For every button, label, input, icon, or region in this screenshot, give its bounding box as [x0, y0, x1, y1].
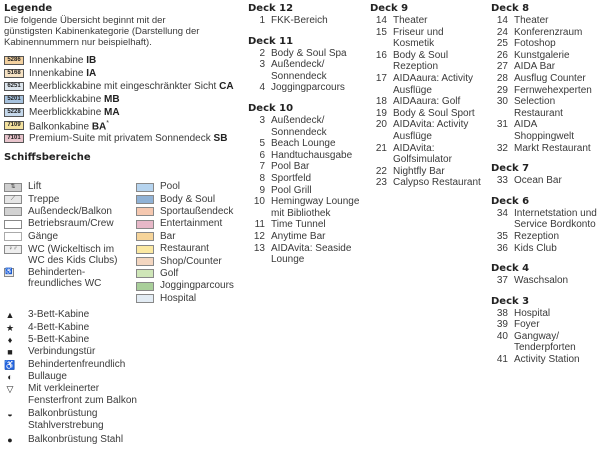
deck-item: 16 Body & Soul Rezeption [375, 49, 449, 73]
area-label: Shop/Counter [160, 255, 222, 267]
outdoor-swatch [4, 207, 22, 216]
pool-swatch [136, 183, 154, 192]
deck-4 [491, 263, 599, 287]
deck-item: 33 Ocean Bar [496, 175, 562, 187]
deck-item: 18 AIDAaura: Golf [375, 96, 461, 108]
deck-item: 3 Außendeck/ Sonnendeck [259, 59, 327, 82]
triangle-icon: ▲ [5, 310, 15, 321]
deck-item: 37 Waschsalon [496, 275, 569, 287]
deck-title: Deck 6 [491, 195, 530, 207]
cabin-label: Meerblickkabine MA [29, 106, 120, 118]
lift-icon: ⇅ [4, 183, 22, 192]
area-row [4, 267, 134, 289]
deck-item: 41 Activity Station [496, 354, 580, 366]
star-icon: ★ [5, 322, 15, 333]
deck-item: 2 Body & Soul Spa [259, 47, 347, 59]
circle-icon: ● [7, 434, 13, 445]
half-circle-icon: ◒ [7, 409, 13, 420]
deck-item: 10 Hemingway Lounge mit Bibliothek [253, 196, 360, 219]
cabin-row [4, 132, 234, 145]
area-label: Sportaußendeck [160, 205, 234, 217]
square-icon: ■ [7, 347, 13, 358]
cabin-code: 7109 [4, 121, 24, 130]
symbol-label: 3-Bett-Kabine [28, 309, 90, 321]
deck-title: Deck 7 [491, 163, 530, 175]
symbol-label: 5-Bett-Kabine [28, 333, 90, 345]
symbol-label: Verbindungstür [28, 346, 96, 358]
deck-item: 24 Konferenzraum [496, 26, 583, 38]
deck-item: 28 Ausflug Counter [496, 72, 586, 84]
cabin-row [4, 67, 234, 80]
deck-item: 21 AIDAvita: Golfsimulator [375, 142, 452, 166]
corridor-swatch [4, 232, 22, 241]
symbol-row [4, 321, 154, 333]
area-label: Bar [160, 230, 176, 242]
cabin-label: Innenkabine IB [29, 54, 97, 66]
area-row [136, 268, 241, 280]
cabin-label: Innenkabine IA [29, 67, 97, 79]
deck-item: 20 AIDAvita: Activity Ausflüge [375, 119, 469, 142]
diamond-icon: ♦ [7, 334, 13, 345]
sport-deck-swatch [136, 207, 154, 216]
deck-item: 17 AIDAaura: Activity Ausflüge [375, 72, 474, 96]
golf-swatch [136, 269, 154, 278]
body-soul-swatch [136, 195, 154, 204]
cabin-label: Premium-Suite mit privatem Sonnendeck SB [29, 132, 228, 144]
legend-title: Legende [4, 3, 53, 14]
symbol-row [4, 346, 154, 358]
deck-item: 23 Calypso Restaurant [375, 177, 481, 189]
symbol-row [4, 371, 154, 383]
symbol-label: Balkonbrüstung Stahlverstrebung [28, 408, 104, 431]
symbol-row [4, 383, 154, 406]
deck-title: Deck 3 [491, 295, 530, 307]
area-row [136, 231, 241, 243]
deck-title: Deck 12 [248, 3, 294, 14]
deck-item: 4 Joggingparcours [259, 82, 345, 94]
symbol-label: 4-Bett-Kabine [28, 321, 90, 333]
legend-intro: Die folgende Übersicht beginnt mit der günstigsten Kabinenkategorie (Darstellung der Kabinennummern nur beispielhaft). [4, 15, 200, 48]
area-row [136, 218, 241, 230]
deck-item: 13 AIDAvita: Seaside Lounge [253, 242, 352, 266]
symbol-label: Behindertenfreundlich [28, 358, 126, 370]
deck-item: 6 Handtuchausgabe [259, 149, 353, 161]
cabin-label: Meerblickkabine mit eingeschränkter Sicht CA [29, 80, 234, 92]
area-left-list [4, 181, 134, 289]
wc-icon: ♀♂ [4, 245, 22, 254]
deck-title: Deck 4 [491, 263, 530, 275]
symbol-row [4, 408, 154, 431]
area-label: Gänge [28, 230, 59, 242]
deck-item: 36 Kids Club [496, 242, 557, 254]
area-label: Restaurant [160, 243, 209, 255]
deck-item: 14 Theater [496, 15, 549, 26]
area-label: Golf [160, 267, 179, 279]
bar-swatch [136, 232, 154, 241]
cabin-code: 5286 [4, 56, 24, 65]
deck-item: 11 Time Tunnel [254, 219, 326, 231]
cabin-code: 7101 [4, 134, 24, 143]
deck-column-3 [491, 3, 599, 366]
symbol-list [4, 309, 154, 446]
deck-item: 7 Pool Bar [259, 161, 310, 173]
deck-item: 35 Rezeption [496, 230, 560, 242]
area-row [136, 243, 241, 255]
deck-title: Deck 11 [248, 35, 294, 47]
area-label: Body & Soul [160, 193, 216, 205]
symbol-row [4, 433, 154, 445]
cabin-label: Meerblickkabine MB [29, 93, 120, 105]
cabin-row [4, 80, 234, 93]
area-row [4, 244, 134, 266]
symbol-label: Mit verkleinerter Fensterfront zum Balkon [28, 383, 137, 406]
entertainment-swatch [136, 220, 154, 229]
shop-swatch [136, 257, 154, 266]
area-row [4, 231, 134, 243]
jogging-swatch [136, 282, 154, 291]
symbol-label: Balkonbrüstung Stahl [28, 433, 124, 445]
deck-item: 8 Sportfeld [259, 172, 312, 184]
hospital-swatch [136, 294, 154, 303]
deck-item: 26 Kunstgalerie [496, 49, 570, 61]
area-label: WC (Wickeltisch im WC des Kids Clubs) [28, 243, 118, 266]
crew-swatch [4, 220, 22, 229]
deck-item: 25 Fotoshop [496, 38, 556, 50]
restaurant-swatch [136, 245, 154, 254]
area-label: Außendeck/Balkon [28, 205, 112, 217]
area-row [4, 206, 134, 218]
cabin-code: 5201 [4, 95, 24, 104]
area-label: Lift [28, 181, 42, 193]
deck-item: 32 Markt Restaurant [496, 142, 591, 154]
deck-11 [248, 36, 366, 94]
deck-title: Deck 8 [491, 3, 530, 14]
deck-item: 31 AIDA Shoppingwelt [496, 119, 575, 142]
deck-column-1 [248, 3, 366, 266]
deck-item: 12 Anytime Bar [253, 230, 326, 242]
deck-item: 5 Beach Lounge [259, 138, 336, 150]
deck-item: 14 Theater [375, 15, 428, 26]
accessible-wc-icon: ♿ [5, 268, 13, 275]
legend-section [4, 3, 234, 445]
stairs-icon: ⟋ [4, 195, 22, 204]
deck-7 [491, 163, 599, 187]
area-label: Betriebsraum/Crew [28, 218, 114, 230]
area-label: Entertainment [160, 218, 223, 230]
wheelchair-icon: ♿ [4, 359, 16, 370]
areas-title: Schiffsbereiche [4, 152, 91, 163]
symbol-row [4, 309, 154, 321]
deck-item: 38 Hospital [496, 307, 551, 319]
deck-12 [248, 3, 366, 27]
area-label: Joggingparcours [160, 280, 234, 292]
cabin-code: 5228 [4, 108, 24, 117]
area-label: Hospital [160, 292, 197, 304]
deck-item: 22 Nightfly Bar [375, 165, 445, 177]
deck-item: 9 Pool Grill [259, 184, 312, 196]
deck-item: 30 Selection Restaurant [496, 96, 563, 119]
area-row [136, 280, 241, 292]
cabin-code: 6251 [4, 82, 24, 91]
deck-item: 34 Internetstation und Service Bordkonto [496, 207, 597, 231]
down-triangle-icon: ▽ [6, 384, 14, 395]
symbol-row [4, 334, 154, 346]
cabin-row [4, 54, 234, 67]
deck-6 [491, 196, 599, 254]
area-row [4, 193, 134, 205]
area-right-list [136, 181, 241, 305]
deck-column-2 [370, 3, 482, 189]
deck-item: 29 Fernwehexperten [496, 84, 592, 96]
area-row [4, 181, 134, 193]
deck-item: 39 Foyer [496, 319, 540, 331]
deck-10 [248, 103, 366, 266]
area-row [136, 293, 241, 305]
symbol-label: Bullauge [28, 371, 67, 383]
area-row [4, 218, 134, 230]
deck-title: Deck 10 [248, 102, 294, 114]
deck-title: Deck 9 [370, 3, 409, 14]
area-row [136, 206, 241, 218]
area-row [136, 193, 241, 205]
deck-9 [370, 3, 482, 189]
deck-item: 15 Friseur und Kosmetik [375, 26, 444, 50]
deck-item: 1 FKK-Bereich [259, 15, 328, 26]
deck-item: 3 Außendeck/ Sonnendeck [259, 114, 327, 138]
area-label: Treppe [28, 193, 60, 205]
cabin-code: 5168 [4, 69, 24, 78]
deck-8 [491, 3, 599, 154]
deck-item: 27 AIDA Bar [496, 61, 556, 73]
area-label: Behinderten-freundliches WC [28, 266, 102, 289]
cabin-row [4, 119, 234, 132]
deck-item: 40 Gangway/ Tenderpforten [496, 330, 576, 354]
cabin-row [4, 93, 234, 106]
deck-3 [491, 296, 599, 366]
cabin-legend-list [4, 54, 234, 145]
porthole-icon: ◐ [7, 372, 13, 383]
deck-item: 19 Body & Soul Sport [375, 107, 475, 119]
area-row [136, 181, 241, 193]
symbol-row [4, 359, 154, 371]
area-label: Pool [160, 181, 181, 193]
cabin-label: Balkonkabine BA* [29, 119, 110, 133]
area-row [136, 255, 241, 267]
